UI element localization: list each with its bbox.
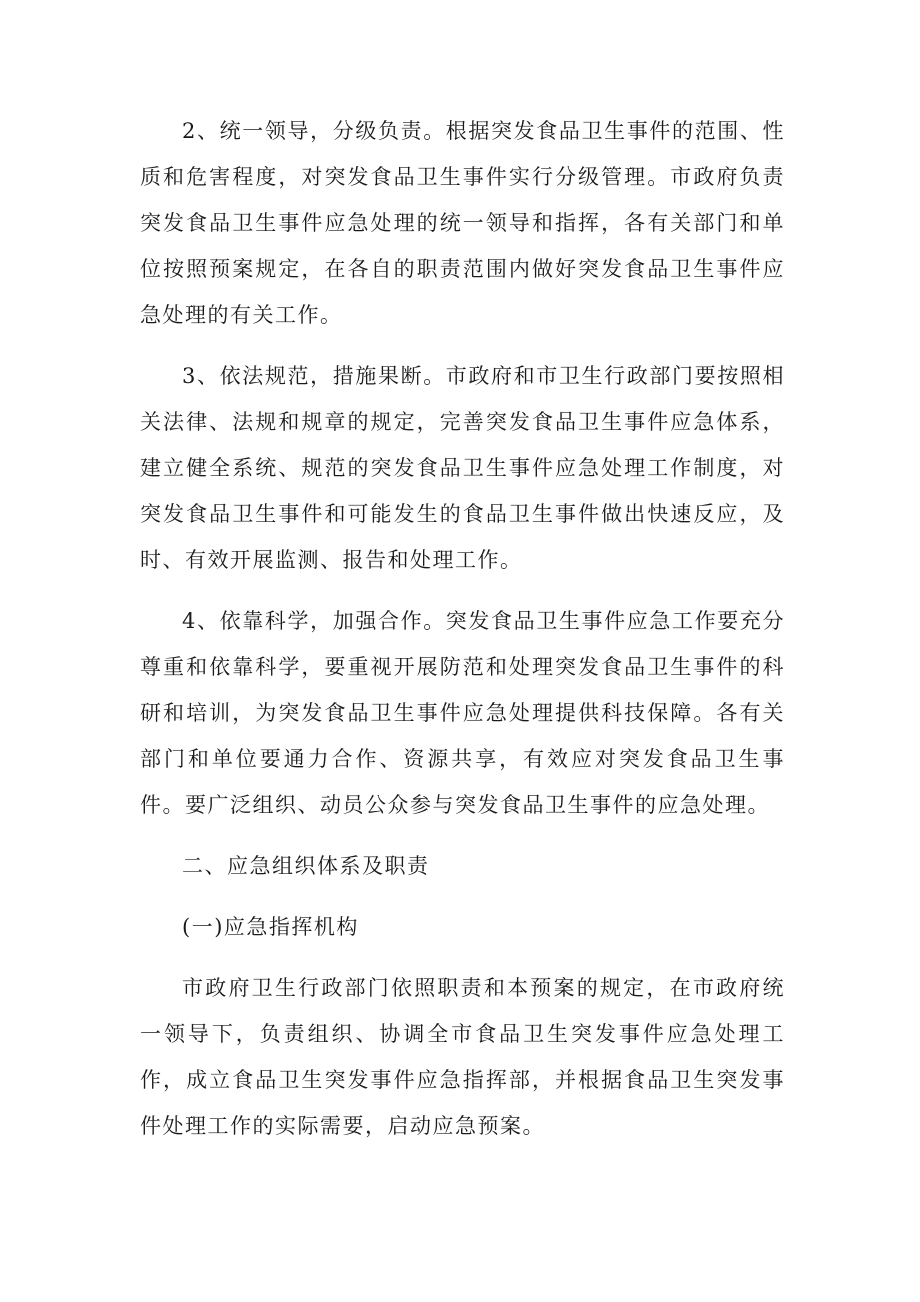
subsection-heading: (一)应急指挥机构	[182, 915, 359, 939]
paragraph-science-cooperation: 4、依靠科学，加强合作。突发食品卫生事件应急工作要充分尊重和依靠科学，要重视开展防范和处理突发食品卫生事件的科研和培训，为突发食品卫生事件应急处理提供科技保障。各有关部门和单位要通力合作、资源共享，有效应对突发食品卫生事件。要广泛组织、动员公众参与突发食品卫生事件的应急处理。	[140, 609, 785, 817]
section-heading: 二、应急组织体系及职责	[182, 854, 430, 878]
document-body	[140, 108, 785, 1164]
paragraph-command-agency: 市政府卫生行政部门依照职责和本预案的规定，在市政府统一领导下，负责组织、协调全市食品卫生突发事件应急处理工作，成立食品卫生突发事件应急指挥部，并根据食品卫生突发事件处理工作的实际需要，启动应急预案。	[140, 976, 785, 1138]
paragraph-unified-leadership: 2、统一领导，分级负责。根据突发食品卫生事件的范围、性质和危害程度，对突发食品卫生事件实行分级管理。市政府负责突发食品卫生事件应急处理的统一领导和指挥，各有关部门和单位按照预案规定，在各自的职责范围内做好突发食品卫生事件应急处理的有关工作。	[140, 119, 785, 327]
paragraph-lawful-standards: 3、依法规范，措施果断。市政府和市卫生行政部门要按照相关法律、法规和规章的规定，完善突发食品卫生事件应急体系，建立健全系统、规范的突发食品卫生事件应急处理工作制度，对突发食品卫生事件和可能发生的食品卫生事件做出快速反应，及时、有效开展监测、报告和处理工作。	[140, 364, 785, 572]
